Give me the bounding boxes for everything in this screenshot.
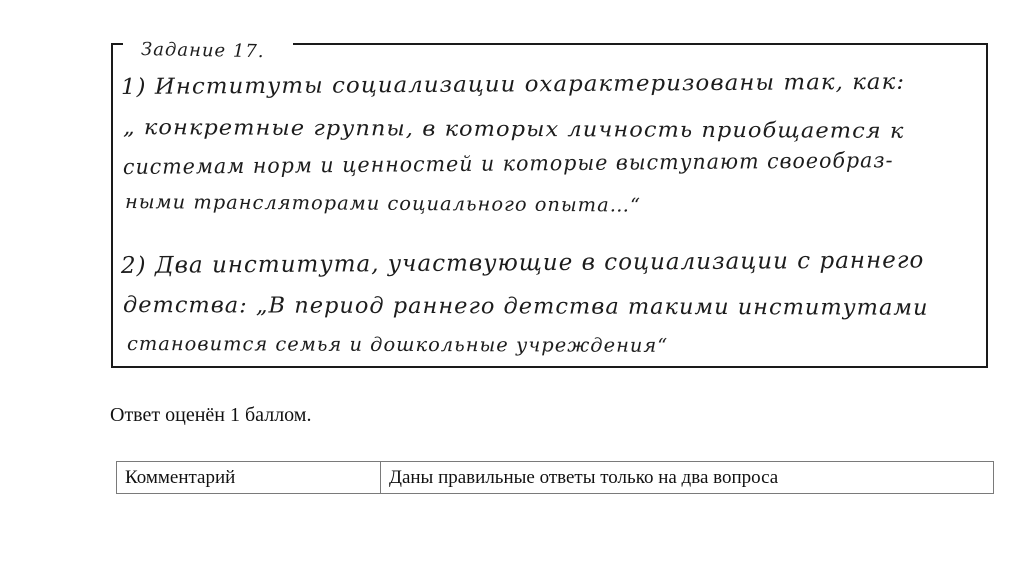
table-row [117,462,994,494]
handwritten-answer-scan [111,39,988,368]
comment-value: Даны правильные ответы только на два вопроса [381,462,994,494]
score-text: Ответ оценён 1 баллом. [110,404,312,426]
answer-line-5: 2) Два института, участвующие в социализации с раннего [120,247,925,279]
comment-label: Комментарий [117,462,381,494]
answer-line-1: 1) Институты социализации охарактеризованы так, как: [120,69,906,100]
task-title: Задание 17. [140,39,265,63]
comment-table [116,461,994,494]
answer-line-3: системам норм и ценностей и которые выступают своеобраз- [122,148,894,179]
answer-line-7: становится семья и дошкольные учреждения“ [126,333,669,357]
answer-line-6: детства: „В период раннего детства такими институтами [122,293,929,321]
answer-line-2: „ конкретные группы, в которых личность приобщается к [122,115,905,143]
answer-line-4: ными трансляторами социального опыта…“ [124,191,642,217]
